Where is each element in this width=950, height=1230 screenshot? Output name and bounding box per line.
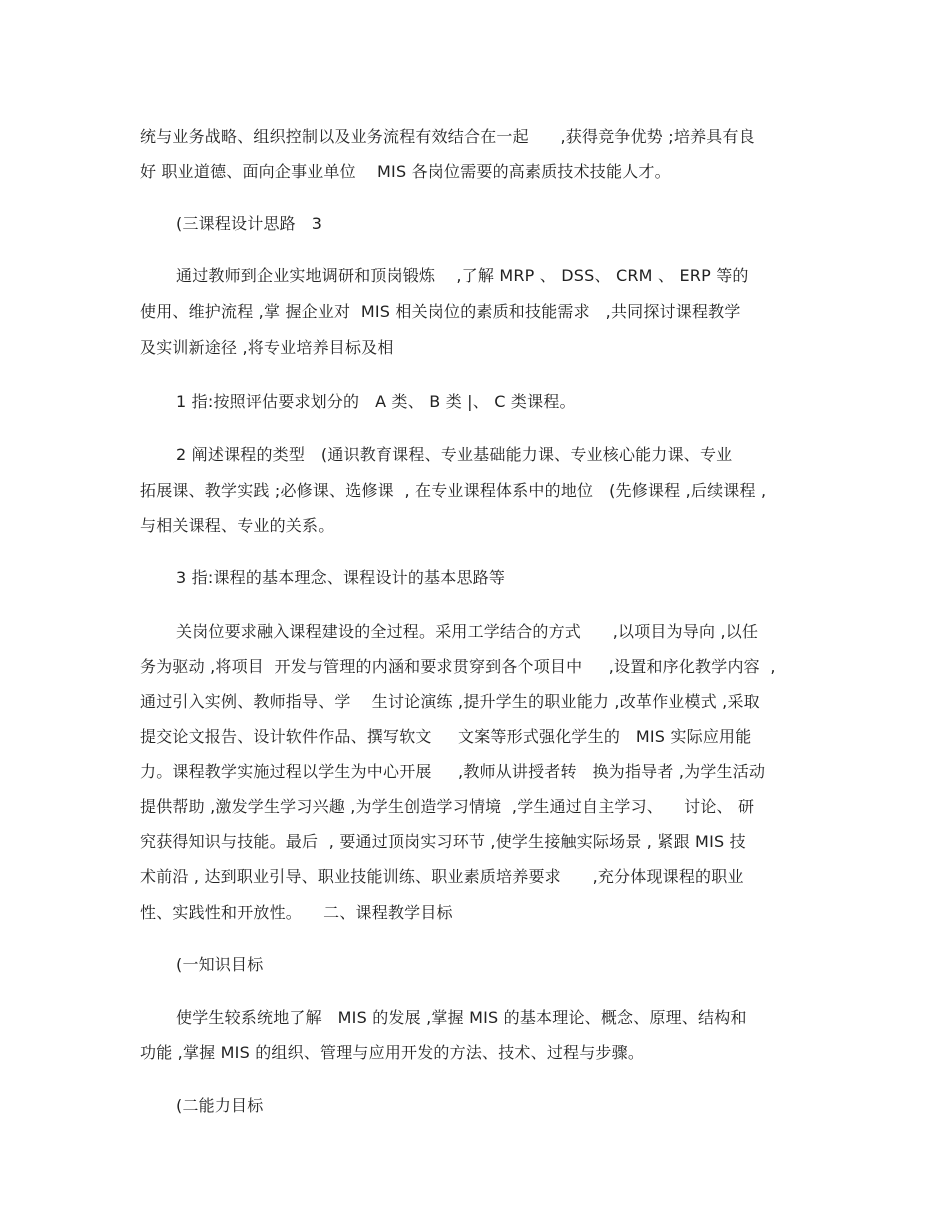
note-line: 2 阐述课程的类型 (通识教育课程、专业基础能力课、专业核心能力课、专业 — [176, 445, 733, 464]
note-line: 3 指:课程的基本理念、课程设计的基本思路等 — [176, 568, 506, 587]
text-line: 拓展课、教学实践 ;必修课、选修课 , 在专业课程体系中的地位 (先修课程 ,后续课程 , — [140, 481, 767, 500]
text-line: 务为驱动 ,将项目 开发与管理的内涵和要求贯穿到各个项目中 ,设置和序化教学内容 , — [140, 657, 776, 676]
text-line: 使用、维护流程 ,掌 握企业对 MIS 相关岗位的素质和技能需求 ,共同探讨课程教学 — [140, 302, 741, 321]
text-line: 功能 ,掌握 MIS 的组织、管理与应用开发的方法、技术、过程与步骤。 — [140, 1043, 645, 1062]
section-heading: (一知识目标 — [176, 955, 264, 974]
text-line: 通过引入实例、教师指导、学 生讨论演练 ,提升学生的职业能力 ,改革作业模式 ,采取 — [140, 692, 760, 711]
text-line: 关岗位要求融入课程建设的全过程。采用工学结合的方式 ,以项目为导向 ,以任 — [176, 622, 759, 641]
text-line: 提交论文报告、设计软件作品、撰写软文 文案等形式强化学生的 MIS 实际应用能 — [140, 727, 752, 746]
text-line: 及实训新途径 ,将专业培养目标及相 — [140, 338, 394, 357]
note-line: 1 指:按照评估要求划分的 A 类、 B 类 |、 C 类课程。 — [176, 392, 576, 411]
text-line: 好 职业道德、面向企事业单位 MIS 各岗位需要的高素质技术技能人才。 — [140, 162, 671, 181]
text-line: 使学生较系统地了解 MIS 的发展 ,掌握 MIS 的基本理论、概念、原理、结构和 — [176, 1008, 747, 1027]
text-line: 术前沿 , 达到职业引导、职业技能训练、职业素质培养要求 ,充分体现课程的职业 — [140, 867, 744, 886]
section-heading: (二能力目标 — [176, 1096, 264, 1115]
text-line: 提供帮助 ,激发学生学习兴趣 ,为学生创造学习情境 ,学生通过自主学习、 讨论、 研 — [140, 797, 755, 816]
text-line: 统与业务战略、组织控制以及业务流程有效结合在一起 ,获得竞争优势 ;培养具有良 — [140, 127, 755, 146]
text-line: 究获得知识与技能。最后 , 要通过顶岗实习环节 ,使学生接触实际场景 , 紧跟 MIS 技 — [140, 832, 746, 851]
text-line: 通过教师到企业实地调研和顶岗锻炼 ,了解 MRP 、 DSS、 CRM 、 ERP 等的 — [176, 266, 749, 285]
text-line: 力。课程教学实施过程以学生为中心开展 ,教师从讲授者转 换为指导者 ,为学生活动 — [140, 762, 766, 781]
text-line: 与相关课程、专业的关系。 — [140, 516, 335, 535]
section-heading: (三课程设计思路 3 — [176, 214, 323, 233]
text-line: 性、实践性和开放性。 二、课程教学目标 — [140, 903, 453, 922]
